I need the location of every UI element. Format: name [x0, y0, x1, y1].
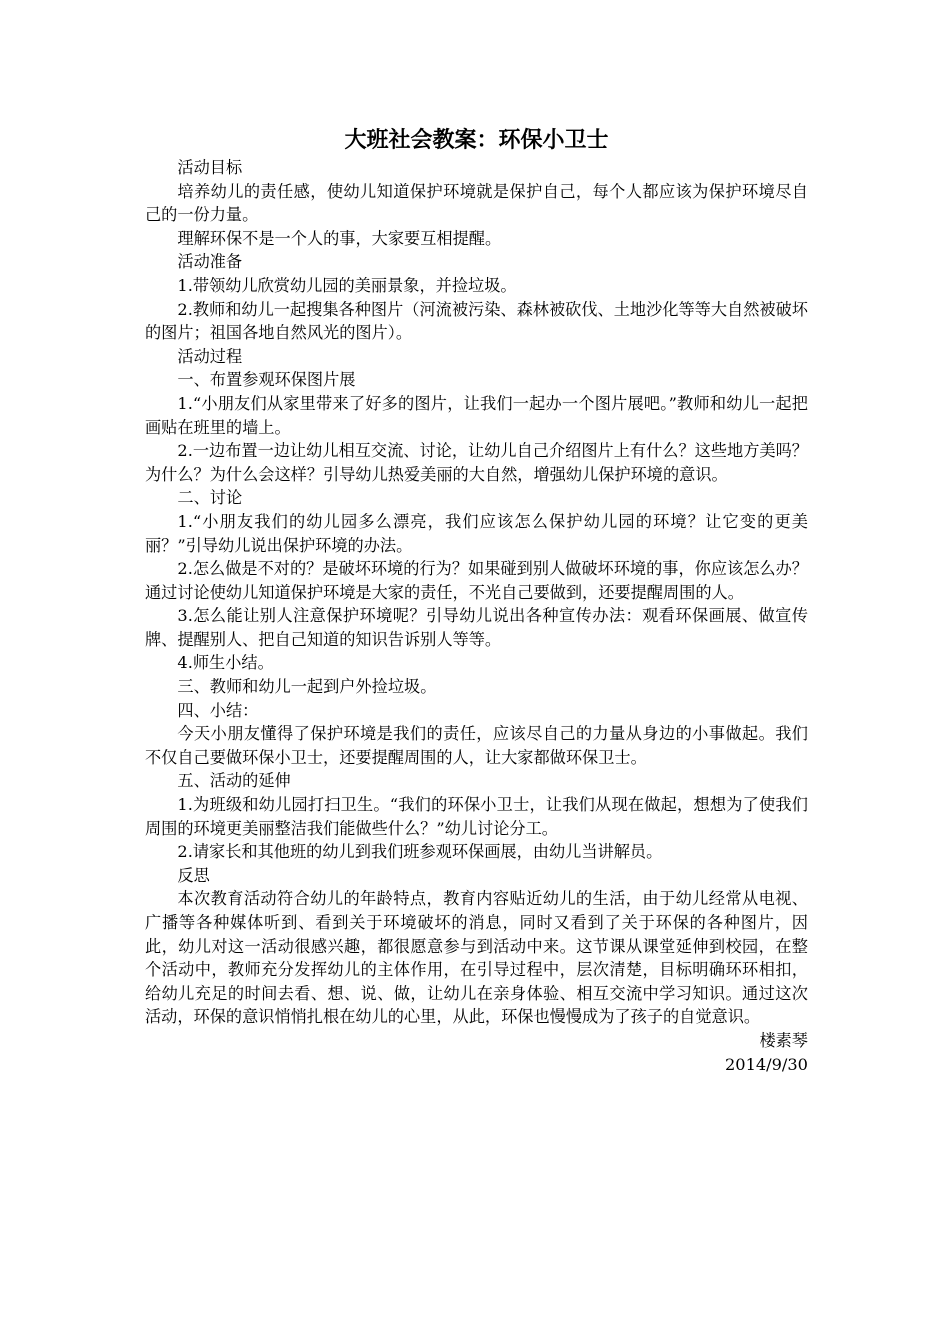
subsection-heading: 一、布置参观环保图片展: [177, 370, 356, 390]
paragraph: 2.一边布置一边让幼儿相互交流、讨论，让幼儿自己介绍图片上有什么？这些地方美吗？为什么？为什么会这样？引导幼儿热爱美丽的大自然，增强幼儿保护环境的意识。: [145, 441, 808, 484]
document-date: 2014/9/30: [724, 1054, 808, 1074]
paragraph: 1.“小朋友我们的幼儿园多么漂亮，我们应该怎么保护幼儿园的环境？让它变的更美丽？”引导幼儿说出保护环境的办法。: [145, 511, 808, 555]
subsection-heading: 五、活动的延伸: [177, 771, 291, 791]
paragraph: 1.“小朋友们从家里带来了好多的图片，让我们一起办一个图片展吧。”教师和幼儿一起把画贴在班里的墙上。: [145, 393, 808, 437]
paragraph: 3.怎么能让别人注意保护环境呢？引导幼儿说出各种宣传办法：观看环保画展、做宣传牌、提醒别人、把自己知道的知识告诉别人等等。: [145, 606, 808, 649]
paragraph: 2.怎么做是不对的？是破坏环境的行为？如果碰到别人做破坏环境的事，你应该怎么办？通过讨论使幼儿知道保护环境是大家的责任，不光自己要做到，还要提醒周围的人。: [145, 559, 808, 602]
section-heading-objectives: 活动目标: [177, 158, 243, 177]
paragraph: 4.师生小结。: [177, 653, 274, 673]
document-body: [145, 156, 808, 1029]
document-title: 大班社会教案：环保小卫士: [344, 128, 609, 153]
paragraph: 本次教育活动符合幼儿的年龄特点，教育内容贴近幼儿的生活，由于幼儿经常从电视、广播等各种媒体听到、看到关于环境破坏的消息，同时又看到了关于环保的各种图片，因此，幼儿对这一活动很感兴趣，都很愿意参与到活动中来。这节课从课堂延伸到校园，在整个活动中，教师充分发挥幼儿的主体作用，在引导过程中，层次清楚，目标明确环环相扣，给幼儿充足的时间去看、想、说、做，让幼儿在亲身体验、相互交流中学习知识。通过这次活动，环保的意识悄悄扎根在幼儿的心里，从此，环保也慢慢成为了孩子的自觉意识。: [145, 889, 808, 1027]
paragraph: 1.带领幼儿欣赏幼儿园的美丽景象，并捡垃圾。: [177, 275, 517, 295]
section-heading-process: 活动过程: [177, 346, 243, 366]
section-heading-preparation: 活动准备: [177, 252, 243, 272]
paragraph: 培养幼儿的责任感，使幼儿知道保护环境就是保护自己，每个人都应该为保护环境尽自己的一份力量。: [145, 181, 808, 225]
paragraph: 1.为班级和幼儿园打扫卫生。“我们的环保小卫士，让我们从现在做起，想想为了使我们周围的环境更美丽整洁我们能做些什么？”幼儿讨论分工。: [145, 795, 808, 838]
subsection-heading: 二、讨论: [177, 488, 243, 508]
subsection-heading: 三、教师和幼儿一起到户外捡垃圾。: [177, 677, 437, 697]
section-heading-reflection: 反思: [177, 865, 210, 885]
author-signature: 楼素琴: [759, 1030, 808, 1050]
paragraph: 今天小朋友懂得了保护环境是我们的责任，应该尽自己的力量从身边的小事做起。我们不仅自己要做环保小卫士，还要提醒周围的人，让大家都做环保卫士。: [145, 724, 808, 767]
document-page: [145, 126, 808, 1076]
paragraph: 2.教师和幼儿一起搜集各种图片（河流被污染、森林被砍伐、土地沙化等等大自然被破坏的图片；祖国各地自然风光的图片）。: [145, 299, 808, 343]
paragraph: 理解环保不是一个人的事，大家要互相提醒。: [177, 228, 502, 248]
subsection-heading: 四、小结：: [177, 700, 259, 720]
paragraph: 2.请家长和其他班的幼儿到我们班参观环保画展，由幼儿当讲解员。: [177, 842, 663, 862]
